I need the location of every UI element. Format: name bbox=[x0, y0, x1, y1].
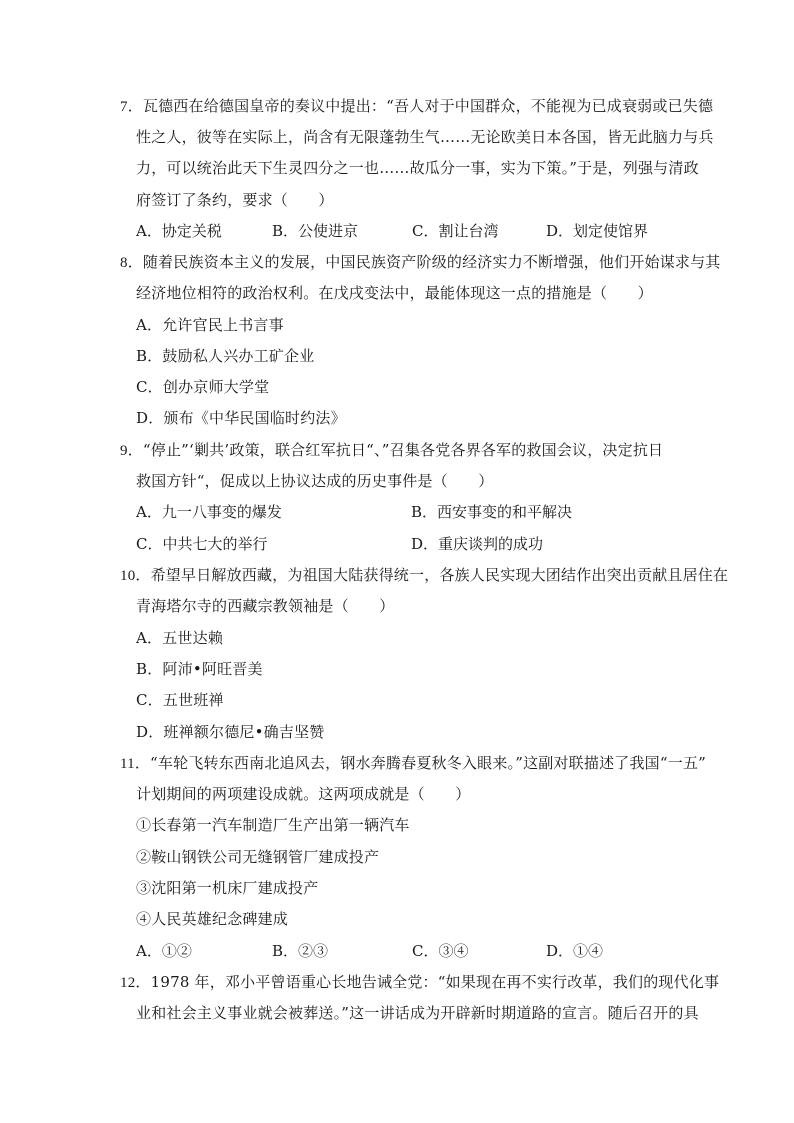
option-d[interactable]: D．划定使馆界 bbox=[546, 222, 649, 240]
question-stem-line: 10．希望早日解放西藏，为祖国大陆获得统一，各族人民实现大团结作出突出贡献且居住在 bbox=[120, 566, 729, 584]
question-stem-line: 力，可以统治此天下生灵四分之一也……故瓜分一事，实为下策。”于是，列强与清政 bbox=[136, 159, 699, 177]
question-number: 9． bbox=[120, 443, 143, 459]
question-stem-line: 11．“车轮飞转东西南北追风去，钢水奔腾春夏秋冬入眼来。”这副对联描述了我国“一五” bbox=[120, 754, 707, 772]
question-stem-line: 救国方针“，促成以上协议达成的历史事件是（ ） bbox=[136, 472, 494, 490]
question-stem-line: 9．“停止”‘剿共’政策，联合红军抗日“、”召集各党各界各军的救国会议，决定抗日 bbox=[120, 441, 664, 459]
option-a[interactable]: A．允许官民上书言事 bbox=[136, 316, 284, 334]
question-number: 7． bbox=[120, 99, 143, 115]
question-stem-line: 7．瓦德西在给德国皇帝的奏议中提出：“吾人对于中国群众，不能视为已成衰弱或已失德 bbox=[120, 97, 714, 115]
option-d[interactable]: D．颁布《中华民国临时约法》 bbox=[136, 409, 346, 427]
statement-item: ①长春第一汽车制造厂生产出第一辆汽车 bbox=[136, 816, 410, 834]
statement-item: ③沈阳第一机床厂建成投产 bbox=[136, 879, 319, 897]
option-c[interactable]: C．五世班禅 bbox=[136, 691, 224, 709]
option-c[interactable]: C．割让台湾 bbox=[412, 222, 499, 240]
question-number: 10． bbox=[120, 568, 151, 584]
option-d[interactable]: D．班禅额尔德尼•确吉坚赞 bbox=[136, 723, 325, 741]
option-b[interactable]: B．②③ bbox=[272, 942, 329, 960]
option-c[interactable]: C．中共七大的举行 bbox=[136, 535, 268, 553]
question-stem-line: 12．1978 年，邓小平曾语重心长地告诫全党：“如果现在再不实行改革，我们的现代化事 bbox=[120, 973, 720, 991]
statement-item: ②鞍山钢铁公司无缝钢管厂建成投产 bbox=[136, 848, 380, 866]
question-number: 12． bbox=[120, 975, 151, 991]
option-a[interactable]: A．五世达赖 bbox=[136, 629, 224, 647]
question-stem-line: 青海塔尔寺的西藏宗教领袖是（ ） bbox=[136, 597, 395, 615]
option-a[interactable]: A．协定关税 bbox=[136, 222, 222, 240]
question-stem-line: 性之人，彼等在实际上，尚含有无限蓬勃生气……无论欧美日本各国，皆无此脑力与兵 bbox=[136, 128, 714, 146]
option-c[interactable]: C．创办京师大学堂 bbox=[136, 378, 270, 396]
option-b[interactable]: B．公使进京 bbox=[272, 222, 359, 240]
statement-item: ④人民英雄纪念碑建成 bbox=[136, 910, 289, 928]
option-d[interactable]: D．重庆谈判的成功 bbox=[411, 535, 544, 553]
question-stem-line: 业和社会主义事业就会被葬送。”这一讲话成为开辟新时期道路的宣言。随后召开的具 bbox=[136, 1004, 699, 1022]
question-stem-line: 8．随着民族资本主义的发展，中国民族资产阶级的经济实力不断增强，他们开始谋求与其 bbox=[120, 253, 721, 271]
option-a[interactable]: A．九一八事变的爆发 bbox=[136, 503, 282, 521]
option-c[interactable]: C．③④ bbox=[412, 942, 469, 960]
option-b[interactable]: B．阿沛•阿旺晋美 bbox=[136, 660, 263, 678]
option-b[interactable]: B．西安事变的和平解决 bbox=[411, 503, 573, 521]
question-number: 8． bbox=[120, 255, 143, 271]
question-number: 11． bbox=[120, 756, 151, 772]
question-stem-line: 经济地位相符的政治权利。在戊戌变法中，最能体现这一点的措施是（ ） bbox=[136, 284, 653, 302]
question-stem-line: 计划期间的两项建设成就。这两项成就是（ ） bbox=[136, 785, 471, 803]
option-b[interactable]: B．鼓励私人兴办工矿企业 bbox=[136, 347, 315, 365]
option-a[interactable]: A．①② bbox=[136, 942, 192, 960]
question-stem-line: 府签订了条约，要求（ ） bbox=[136, 191, 334, 209]
option-d[interactable]: D．①④ bbox=[546, 942, 604, 960]
